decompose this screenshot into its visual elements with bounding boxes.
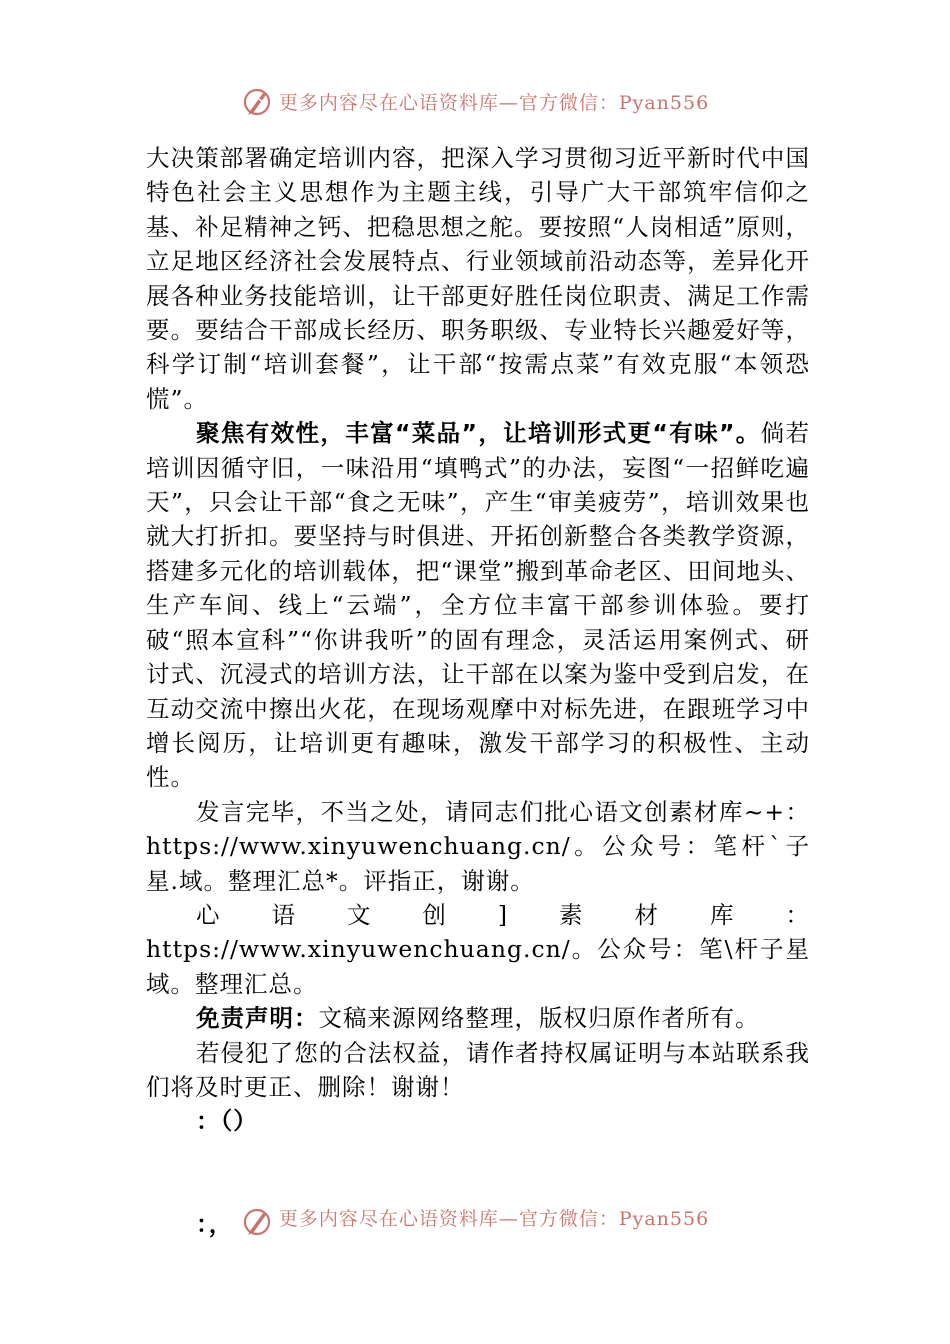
fragment-line <box>146 1104 810 1138</box>
source-note: 心语文创]素材库：https://www.xinyuwenchuang.cn/。公众号：笔\杆子星域。整理汇总。 <box>146 900 810 998</box>
paragraph <box>146 416 810 794</box>
section-heading: 聚焦有效性，丰富“菜品”，让培训形式更“有味”。 <box>196 419 761 448</box>
disclaimer <box>146 1001 810 1035</box>
closing-paragraph: 发言完毕，不当之处，请同志们批心语文创素材库~+：https://www.xinyuwenchuang.cn/。公众号：笔杆`子星.域。整理汇总*。评指正，谢谢。 <box>146 797 810 895</box>
banner-text: 更多内容尽在心语资料库—官方微信：Pyan556 <box>278 91 710 114</box>
pen-logo-icon <box>241 1206 273 1236</box>
paragraph: 大决策部署确定培训内容，把深入学习贯彻习近平新时代中国特色社会主义思想作为主题主线，引导广大干部筑牢信仰之基、补足精神之钙、把稳思想之舵。要按照“人岗相适”原则，立足地区经济社会发展特点、行业领域前沿动态等，差异化开展各种业务技能培训，让干部更好胜任岗位职责、满足工作需要。要结合干部成长经历、职务职级、专业特长兴趣爱好等，科学订制“培训套餐”，让干部“按需点菜”有效克服“本领恐慌”。 <box>146 144 810 413</box>
fragment-text: ：（） <box>196 1107 258 1136</box>
document-body <box>146 141 810 1241</box>
banner-text: 更多内容尽在心语资料库—官方微信：Pyan556 <box>278 1207 710 1230</box>
pen-logo-icon <box>241 85 273 117</box>
disclaimer-text: 文稿来源网络整理，版权归原作者所有。 <box>318 1004 760 1033</box>
disclaimer-label: 免责声明： <box>196 1004 319 1033</box>
disclaimer-contact: 若侵犯了您的合法权益，请作者持权属证明与本站联系我们将及时更正、删除！谢谢！ <box>146 1038 810 1101</box>
top-banner <box>0 84 950 118</box>
bottom-banner <box>0 1206 950 1236</box>
paragraph-text: 倘若培训因循守旧，一味沿用“填鸭式”的办法，妄图“一招鲜吃遍天”，只会让干部“食之无味”，产生“审美疲劳”，培训效果也就大打折扣。要坚持与时俱进、开拓创新整合各类教学资源，搭建多元化的培训载体，把“课堂”搬到革命老区、田间地头、生产车间、线上“云端”，全方位丰富干部参训体验。要打破“照本宣科”“你讲我听”的固有理念，灵活运用案例式、研讨式、沉浸式的培训方法，让干部在以案为鉴中受到启发，在互动交流中擦出火花，在现场观摩中对标先进，在跟班学习中增长阅历，让培训更有趣味，激发干部学习的积极性、主动性。 <box>146 419 811 792</box>
blank-space <box>146 1139 810 1207</box>
fragment-text: ：， <box>196 1209 234 1238</box>
